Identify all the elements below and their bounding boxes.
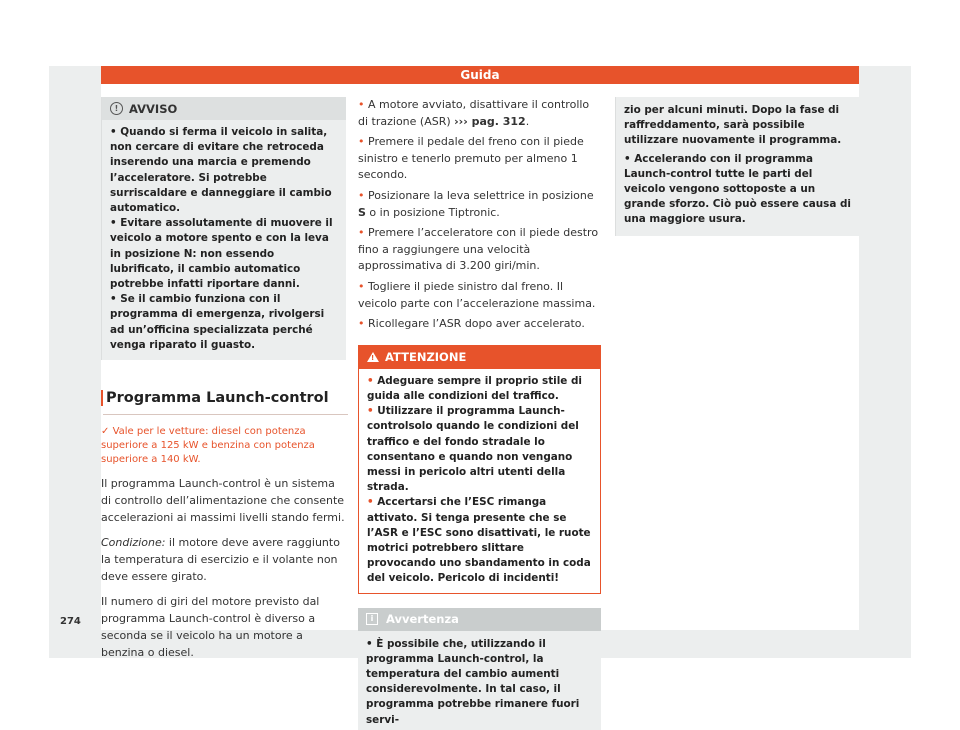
avviso-header <box>102 97 346 120</box>
page-reference-link[interactable]: ››› pag. 312 <box>454 114 526 128</box>
step-item: • Premere il pedale del freno con il piede sinistro e tenerlo premuto per almeno 1 secondo. <box>358 135 584 182</box>
column-middle <box>358 97 601 730</box>
page-number: 274 <box>60 616 81 627</box>
paragraph-intro: Il programma Launch-control è un sistema di controllo dell’alimentazione che consente accelerazioni ai massimi livelli stando fermi. <box>101 477 345 525</box>
column-left <box>101 97 346 661</box>
attenzione-box <box>358 345 601 594</box>
check-icon: ✓ <box>101 426 110 438</box>
step-item: • Ricollegare l’ASR dopo aver accelerato. <box>358 317 585 331</box>
info-circle-icon: ! <box>110 102 123 115</box>
paragraph-rpm: Il numero di giri del motore previsto dal programma Launch-control è diverso a seconda se il veicolo ha un motore a benzina o diesel. <box>101 595 320 660</box>
avvertenza-item: • È possibile che, utilizzando il programma Launch-control, la temperatura del cambio aumenti considerevolmente. In tal caso, il programma potrebbe rimanere fuori servi- <box>366 637 580 726</box>
avvertenza-box <box>358 608 601 730</box>
avvertenza-header <box>358 608 601 631</box>
attenzione-title: ATTENZIONE <box>385 350 467 365</box>
attenzione-item: • Utilizzare il programma Launch-controlsolo quando le condizioni del traffico e del fondo stradale lo consentano e quando non vengano messi in pericolo altri utenti della strada. <box>367 405 579 494</box>
avviso-box <box>101 97 346 360</box>
chapter-header: Guida <box>101 66 859 84</box>
step-item: • Premere l’acceleratore con il piede destro fino a raggiungere una velocità approssimativa di 3.200 giri/min. <box>358 226 599 273</box>
avvertenza-continued-box <box>615 97 859 236</box>
column-right <box>615 97 859 236</box>
avviso-item: • Se il cambio funziona con il programma di emergenza, rivolgersi ad un’officina specializzata perché venga riparato il guasto. <box>110 293 325 351</box>
avviso-item: • Evitare assolutamente di muovere il veicolo a motore spento e con la leva in posizione N: non essendo lubrificato, il cambio automatico potrebbe infatti riportare danni. <box>110 217 333 291</box>
avvertenza-title: Avvertenza <box>386 612 459 627</box>
attenzione-item: • Adeguare sempre il proprio stile di guida alle condizioni del traffico. <box>367 374 582 402</box>
info-square-icon: i <box>366 613 378 625</box>
applicability-note: ✓ Vale per le vetture: diesel con potenza superiore a 125 kW e benzina con potenza superiore a 140 kW. <box>101 426 315 466</box>
step-item: • Posizionare la leva selettrice in posizione S o in posizione Tiptronic. <box>358 188 594 219</box>
section-title: Programma Launch-control <box>101 390 346 406</box>
avviso-title: AVVISO <box>129 101 178 116</box>
attenzione-item: • Accertarsi che l’ESC rimanga attivato. Si tenga presente che se l’ASR e l’ESC sono disattivati, le ruote motrici potrebbero slittare provocando uno sbandamento in coda del veicolo. Pericolo di incidenti! <box>367 496 591 585</box>
step-item: • A motore avviato, disattivare il controllo di trazione (ASR) ››› pag. 312. <box>358 98 590 128</box>
avvertenza-item: • Accelerando con il programma Launch-control tutte le parti del veicolo vengono sottoposte a un grande sforzo. Ciò può essere causa di una maggiore usura. <box>624 152 851 226</box>
avviso-item: • Quando si ferma il veicolo in salita, non cercare di evitare che retroceda inserendo una marcia e premendo l’acceleratore. Si potrebbe surriscaldare e danneggiare il cambio automatico. <box>110 126 332 215</box>
warning-triangle-icon: ! <box>367 352 379 362</box>
section-divider <box>103 414 348 415</box>
attenzione-header <box>359 346 600 369</box>
paragraph-condition: Condizione: il motore deve avere raggiunto la temperatura di esercizio e il volante non deve essere girato. <box>101 536 340 584</box>
avvertenza-continued-text: zio per alcuni minuti. Dopo la fase di raffreddamento, sarà possibile utilizzare nuovamente il programma. <box>624 104 842 147</box>
step-item: • Togliere il piede sinistro dal freno. Il veicolo parte con l’accelerazione massima. <box>358 279 596 310</box>
